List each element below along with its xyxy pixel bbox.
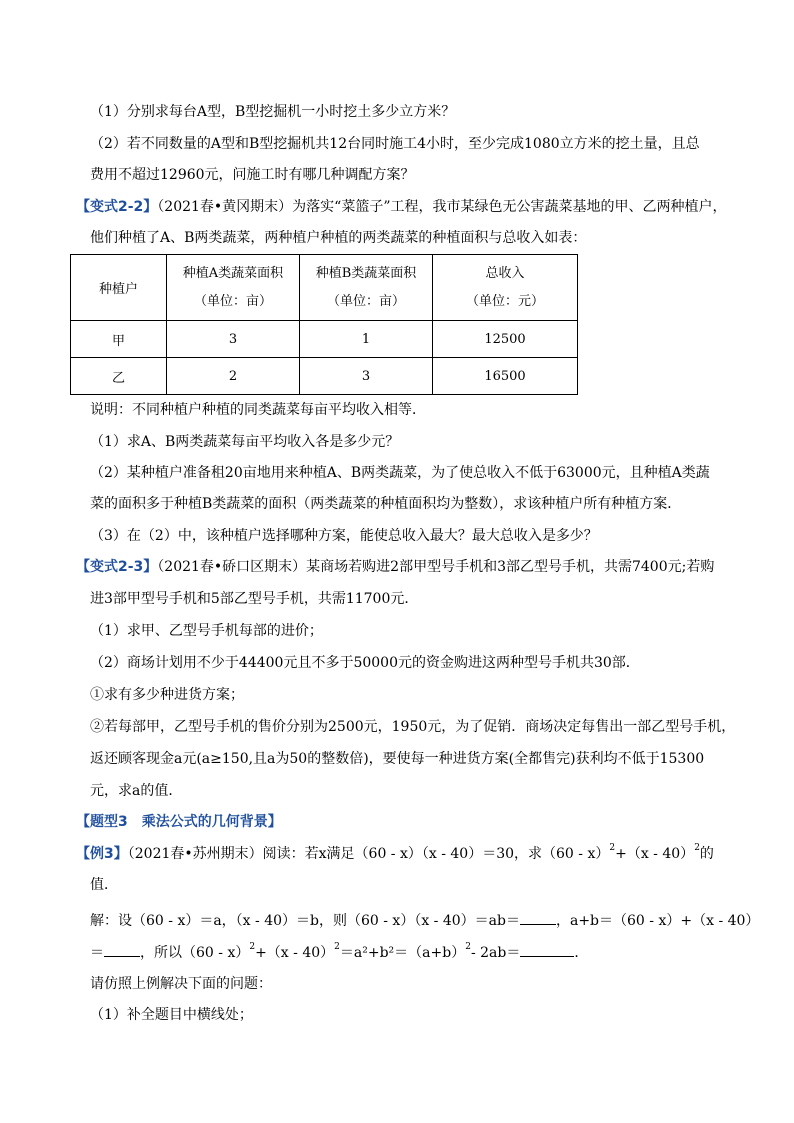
part-2-line-2: 菜的面积多于种植B类蔬菜的面积（两类蔬菜的种植面积均为整数），求该种植户所有种植方案． (90, 496, 682, 512)
part-1: （1）求A、B两类蔬菜每亩平均收入各是多少元？ (90, 434, 400, 450)
req-2b-line-1: ②若每部甲，乙型号手机的售价分别为2500元，1950元，为了促销．商场决定每售出一部乙型号手机， (90, 719, 736, 735)
header-a-area: 种植A类蔬菜面积 （单位：亩） (167, 255, 300, 321)
example-3-line-1: 【例3】（2021春•苏州期末）阅读：若x满足（60 - x）（x - 40）＝30，求（60 - x）$^2$+（x - 40）$^2$的 (76, 843, 714, 862)
variant-2-3-line-2: 进3部甲型号手机和5部乙型号手机，共需11700元． (90, 591, 419, 607)
question-2-line-2: 费用不超过12960元，问施工时有哪几种调配方案？ (90, 167, 415, 183)
row-b-area: 1 (300, 321, 433, 358)
question-2-line-1: （2）若不同数量的A型和B型挖掘机共12台同时施工4小时，至少完成1080立方米的挖土量，且总 (90, 136, 700, 152)
table-row (71, 358, 578, 395)
question-1: （1）分别求每台A型，B型挖掘机一小时挖土多少立方米？ (90, 104, 456, 120)
variant-2-3-tag: 【变式2-3】 (76, 559, 158, 575)
follow-part-1: （1）补全题目中横线处； (90, 1007, 253, 1023)
table-row (71, 321, 578, 358)
row-grower: 甲 (71, 321, 167, 358)
table-header-row (71, 255, 578, 321)
answer-blank-1[interactable] (520, 910, 556, 925)
planting-table (70, 254, 578, 395)
topic-3-heading: 【题型3 乘法公式的几何背景】 (76, 814, 282, 830)
example-3-line-2: 值． (90, 877, 118, 893)
row-total: 12500 (433, 321, 578, 358)
row-total: 16500 (433, 358, 578, 395)
solution-line-1: 解：设（60 - x）＝a，（x - 40）＝b，则（60 - x）（x - 40）＝ab＝ ，a+b＝（60 - x）+（x - 40） (90, 910, 759, 931)
header-total-income: 总收入 （单位：元） (433, 255, 578, 321)
note: 说明：不同种植户种植的同类蔬菜每亩平均收入相等． (90, 402, 426, 418)
req-2b-line-3: 元，求a的值． (90, 783, 183, 799)
solution-line-2: ＝ ，所以$(60 - x)^2+(x - 40)^2=a^2+b^2=(a+b)^2-$ 2ab＝ ． (90, 942, 589, 961)
variant-2-2-tag: 【变式2-2】 (76, 199, 158, 215)
variant-2-2-line-2: 他们种植了A、B两类蔬菜，两种植户种植的两类蔬菜的种植面积与总收入如表： (90, 230, 587, 246)
row-a-area: 2 (167, 358, 300, 395)
row-b-area: 3 (300, 358, 433, 395)
req-2: （2）商场计划用不少于44400元且不多于50000元的资金购进这两种型号手机共30部． (90, 655, 640, 671)
req-2b-line-2: 返还顾客现金a元(a≥150,且a为50的整数倍)，要使每一种进货方案(全都售完)获利均不低于15300 (90, 751, 705, 767)
variant-2-3-text: （2021春•硚口区期末）某商场若购进2部甲型号手机和3部乙型号手机，共需7400元;若购 (157, 559, 715, 575)
req-2a: ①求有多少种进货方案； (90, 687, 244, 703)
variant-2-2-text: （2021春•黄冈期末）为落实“菜篮子”工程，我市某绿色无公害蔬菜基地的甲、乙两种植户， (157, 199, 727, 215)
answer-blank-3[interactable] (520, 942, 574, 957)
variant-2-2-line-1 (76, 197, 727, 217)
part-2-line-1: （2）某种植户准备租20亩地用来种植A、B两类蔬菜，为了使总收入不低于63000元，且种植A类蔬 (90, 465, 710, 481)
example-3-tag: 【例3】 (76, 846, 128, 862)
row-grower: 乙 (71, 358, 167, 395)
header-b-area: 种植B类蔬菜面积 （单位：亩） (300, 255, 433, 321)
variant-2-3-line-1 (76, 557, 714, 577)
answer-blank-2[interactable] (104, 942, 140, 957)
header-grower: 种植户 (71, 255, 167, 321)
part-3: （3）在（2）中，该种植户选择哪种方案，能使总收入最大？最大总收入是多少？ (90, 528, 598, 544)
follow-instruction: 请仿照上例解决下面的问题： (90, 976, 272, 992)
req-1: （1）求甲、乙型号手机每部的进价； (90, 623, 323, 639)
row-a-area: 3 (167, 321, 300, 358)
